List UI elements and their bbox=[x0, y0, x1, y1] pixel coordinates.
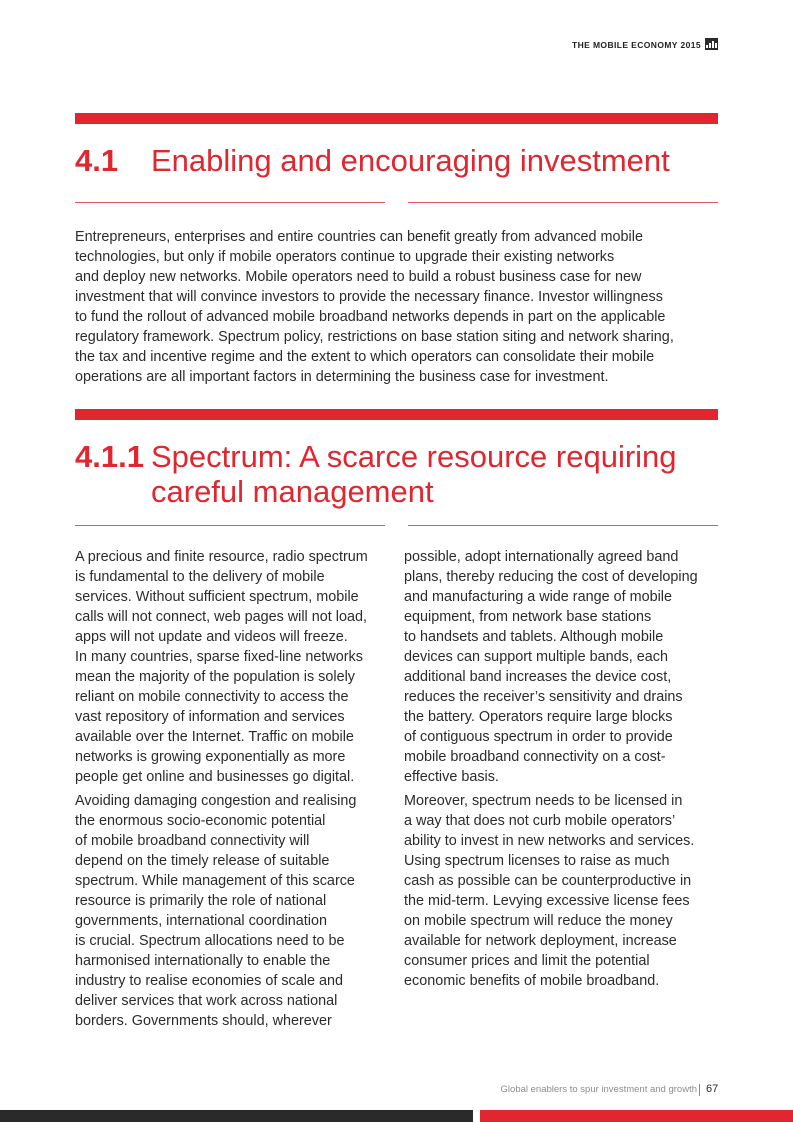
column-2-paragraph-1: possible, adopt internationally agreed band plans, thereby reducing the cost of developing and manufacturing a wide range of mobile equipment, from network base stations to handsets and tablets. Although mobile devices can support multiple bands, each additional band increases the device cost, reduces the receiver’s sensitivity and drains the battery. Operators require large blocks of contiguous spectrum in order to provide mobile broadband connectivity on a cost- effective basis. bbox=[404, 549, 698, 785]
subsection-divider-bar bbox=[75, 409, 718, 420]
subsection-title-line1: Spectrum: A scarce resource requiring bbox=[151, 439, 677, 474]
column-1-paragraph-2: Avoiding damaging congestion and realising the enormous socio-economic potential of mobile broadband connectivity will depend on the timely release of suitable spectrum. While management of this scarce resource is primarily the role of national governments, international coordination is crucial. Spectrum allocations need to be harmonised internationally to enable the industry to realise economies of scale and deliver services that work across national borders. Governments should, wherever bbox=[75, 793, 357, 1029]
section-heading bbox=[75, 143, 718, 183]
heading-rule-left bbox=[75, 202, 385, 203]
report-logo-icon bbox=[705, 38, 718, 50]
footer-dark-bar bbox=[0, 1110, 473, 1122]
subheading-rule-right bbox=[408, 525, 718, 526]
heading-rule-right bbox=[408, 202, 718, 203]
intro-paragraph: Entrepreneurs, enterprises and entire countries can benefit greatly from advanced mobile technologies, but only if mobile operators continue to upgrade their existing networks and deploy new networks. Mobile operators need to build a robust business case for new investment that will convince investors to provide the necessary finance. Investor willingness to fund the rollout of advanced mobile broadband networks depends in part on the applicable regulatory framework. Spectrum policy, restrictions on base station siting and network sharing, the tax and incentive regime and the extent to which operators can consolidate their mobile operations are all important factors in determining the business case for investment. bbox=[75, 229, 674, 385]
subsection-heading bbox=[75, 439, 718, 511]
document-title: THE MOBILE ECONOMY 2015 bbox=[571, 40, 701, 50]
footer-separator bbox=[699, 1084, 700, 1096]
footer-chapter-title: Global enablers to spur investment and growth bbox=[500, 1084, 697, 1095]
column-1-paragraph-1: A precious and finite resource, radio spectrum is fundamental to the delivery of mobile services. Without sufficient spectrum, mobile calls will not connect, web pages will not load, apps will not update and videos will freeze. In many countries, sparse fixed-line networks mean the majority of the population is solely reliant on mobile connectivity to access the vast repository of information and services available over the Internet. Traffic on mobile networks is growing exponentially as more people get online and businesses go digital. bbox=[75, 549, 368, 785]
column-2-paragraph-2: Moreover, spectrum needs to be licensed in a way that does not curb mobile operators’ ability to invest in new networks and services. Using spectrum licenses to raise as much cash as possible can be counterproductive in the mid-term. Levying excessive license fees on mobile spectrum will reduce the money available for network deployment, increase consumer prices and limit the potential economic benefits of mobile broadband. bbox=[404, 793, 695, 989]
section-title: Enabling and encouraging investment bbox=[151, 143, 670, 178]
page-number: 67 bbox=[706, 1083, 719, 1095]
section-number: 4.1 bbox=[75, 143, 119, 178]
subsection-number: 4.1.1 bbox=[75, 439, 144, 474]
subsection-title-line2: careful management bbox=[151, 474, 434, 509]
footer-red-bar bbox=[480, 1110, 793, 1122]
subheading-rule-left bbox=[75, 525, 385, 526]
section-divider-bar bbox=[75, 113, 718, 124]
